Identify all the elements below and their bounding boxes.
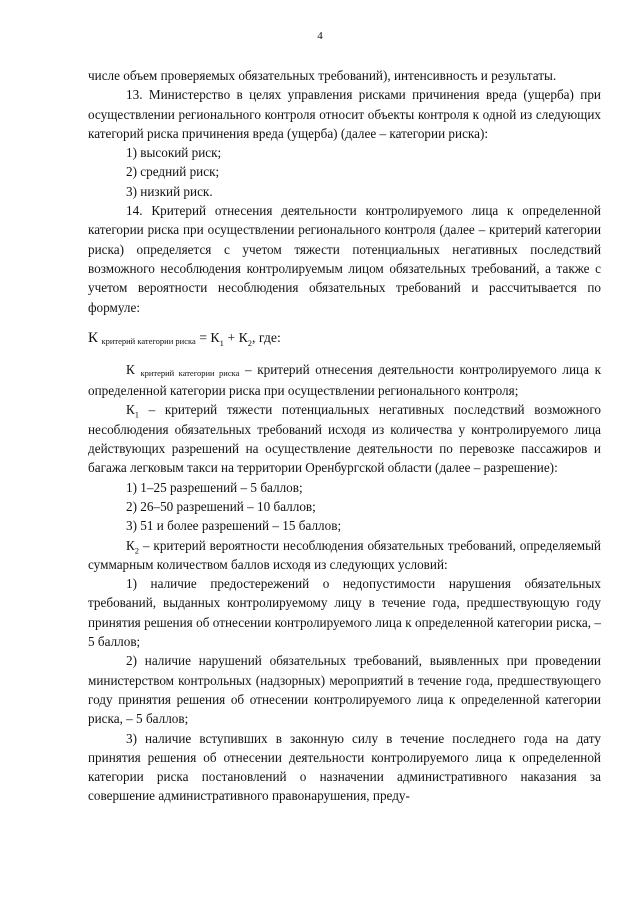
formula-plus: + К	[223, 329, 248, 345]
k2-condition-3: 3) наличие вступивших в законную силу в течение последнего года на дату принятия решения об отнесении деятельности контролируемого лица к определенной категории риска постановлений о назначении административного наказания за совершение административного правонарушения, преду-	[88, 730, 601, 804]
formula-k: К	[88, 329, 99, 346]
risk-category-low: 3) низкий риск.	[126, 183, 213, 199]
k-definition-text: – критерий отнесения деятельности контролируемого лица к определенной категории риска при осуществлении регионального контроля;	[88, 361, 601, 399]
risk-formula	[88, 325, 601, 352]
document-body	[88, 66, 601, 806]
formula-eq: = К	[195, 329, 220, 345]
formula-tail: , где:	[252, 329, 281, 345]
formula-sub2: 2	[247, 337, 253, 348]
k1-definition	[88, 400, 601, 477]
formula-sub1: 1	[219, 337, 224, 348]
risk-category-medium: 2) средний риск;	[126, 164, 220, 180]
k2-definition-text: – критерий вероятности несоблюдения обязательных требований, определяемый суммарным количеством баллов исходя из следующих условий:	[88, 537, 601, 572]
k2-definition	[88, 536, 601, 575]
k1-option-3: 3) 51 и более разрешений – 15 баллов;	[126, 518, 342, 534]
k1-option-1: 1) 1–25 разрешений – 5 баллов;	[126, 479, 303, 495]
k2-symbol: К	[126, 537, 135, 553]
paragraph-13: 13. Министерство в целях управления рисками причинения вреда (ущерба) при осуществлении регионального контроля относит объекты контроля к одной из следующих категорий риска причинения вреда (ущерба) (далее – категории риска):	[88, 87, 601, 141]
k-definition	[88, 360, 601, 401]
k1-definition-text: – критерий тяжести потенциальных негативных последствий возможного несоблюдения обязательных требований исходя из количества у контролируемого лица действующих разрешений на осуществление деятельности по перевозке пассажиров и багажа легковым такси на территории Оренбургской области (далее – разрешение):	[88, 402, 601, 476]
k-symbol-subscript: критерий категории риска	[140, 367, 240, 378]
k-symbol: К	[126, 361, 141, 377]
formula-k-subscript: критерий категории риска	[101, 335, 196, 346]
risk-category-high: 1) высокий риск;	[126, 145, 222, 161]
paragraph-14: 14. Критерий отнесения деятельности контролируемого лица к определенной категории риска при осуществлении регионального контроля (далее – критерий категории риска) определяется с учетом тяжести потенциальных негативных последствий возможного несоблюдения контролируемым лицом обязательных требований, а также с учетом вероятности несоблюдения обязательных требований и рассчитывается по формуле:	[88, 203, 601, 315]
page-number: 4	[317, 30, 323, 42]
k2-condition-1: 1) наличие предостережений о недопустимости нарушения обязательных требований, выданных контролируемому лицу в течение года, предшествующую году принятия решения об отнесении контролируемого лица к определенной категории риска, – 5 баллов;	[88, 576, 601, 650]
k1-subscript: 1	[134, 410, 140, 421]
paragraph-continuation: числе объем проверяемых обязательных требований), интенсивность и результаты.	[88, 68, 557, 83]
k1-symbol: К	[126, 402, 135, 418]
k2-condition-2: 2) наличие нарушений обязательных требований, выявленных при проведении министерством контрольных (надзорных) мероприятий в течение года, предшествующего году принятия решения об отнесении контролируемого лица к определенной категории риска, – 5 баллов;	[88, 653, 601, 727]
k1-option-2: 2) 26–50 разрешений – 10 баллов;	[126, 498, 316, 514]
k2-subscript: 2	[134, 545, 140, 556]
